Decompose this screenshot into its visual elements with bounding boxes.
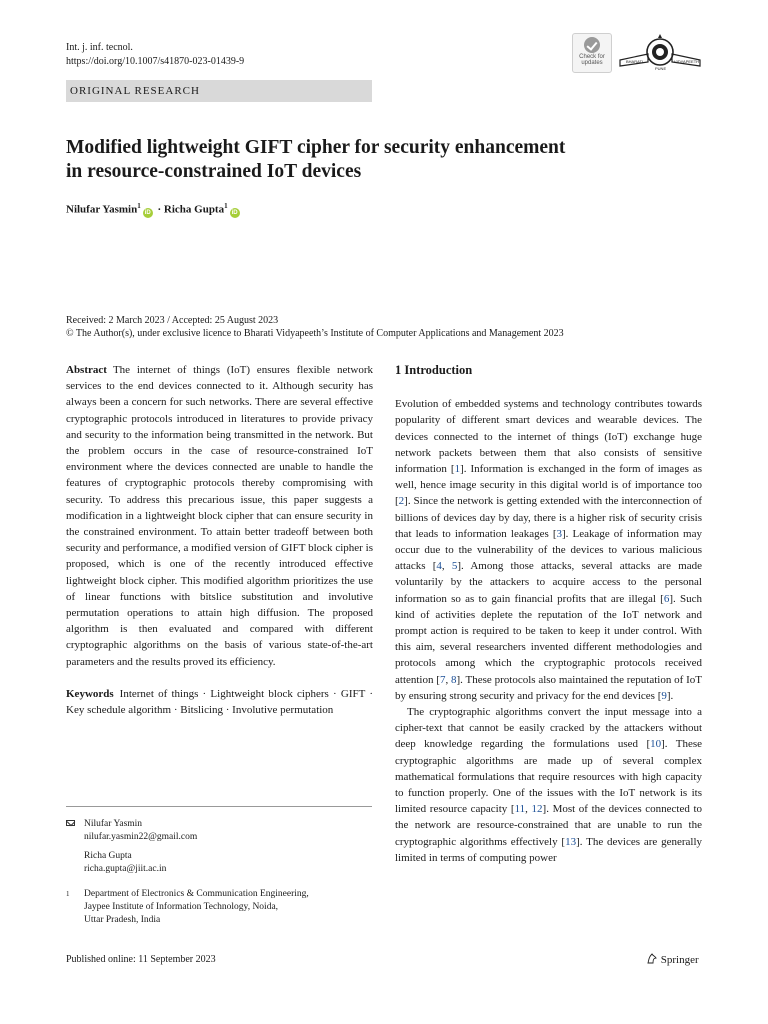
paper-title: Modified lightweight GIFT cipher for security enhancement in resource-constrained IoT devices — [66, 137, 566, 182]
citation-link[interactable]: 13 — [565, 835, 577, 848]
citation-link[interactable]: 10 — [650, 738, 662, 751]
published-date: Published online: 11 September 2023 — [66, 954, 216, 965]
citation-link[interactable]: 1 — [454, 463, 461, 476]
citation-link[interactable]: 11 — [514, 803, 526, 816]
seal-left-text: BHARATI — [626, 59, 644, 64]
citation-link[interactable]: 2 — [398, 495, 405, 508]
email-link[interactable]: nilufar.yasmin22@gmail.com — [84, 832, 198, 842]
citation-link[interactable]: 8 — [451, 673, 457, 686]
keywords-text: Internet of things · Lightweight block ciphers · GIFT · Key schedule algorithm · Bitslicing · Involutive permutation — [66, 687, 373, 717]
footnote-divider — [66, 806, 372, 807]
abstract-text: The internet of things (IoT) ensures flexible network services to the end devices connected to it. Although security has always been a concern for such networks. There are several effective cryptographic protocols introduced in literatures to provide privacy and security to the information being transmitted in the network. But the problem occurs in the case of resource-constrained IoT environment where the devices connected are unable to handle the features of cryptographic protocols thereby compromising with security. To address this precarious issue, this paper suggests a modification in a lightweight block cipher that can ensure security in the constrained environment. To attain better tradeoff between both security and performance, a modified version of GIFT block cipher is proposed, which is one of the recently introduced effective lightweight block cipher. This modified algorithm prioritizes the use of linear functions with bitslice substitution and involutive permutation operations to attain high diffusion. The proposed algorithm is then evaluated and compared with different cryptographic algorithms on the basis of various state-of-the-art parameters and the results proved its efficiency. — [66, 364, 373, 668]
section-heading: 1 Introduction — [395, 363, 473, 377]
publisher-seal-logo — [618, 32, 702, 72]
intro-paragraph: Evolution of embedded systems and technology contributes towards popularity of different smart devices and wearable devices. The devices connected to the internet of things (IoT) exchange huge network packets between them that also consists of sensitive information [1]. Information is exchanged in the form of images as well, hence image security in this digital world is of importance too [2]. Since the network is getting extended with the interconnection of billions of devices day by day, there is a higher risk of security crisis that leads to information leakages [3]. Leakage of information may occur due to the vulnerability of the devices to various malicious attacks [4, 5]. Among those attacks, several attacks are made voluntarily by the attackers to acquire access to the personal information so as to gain financial profits that are illegal [6]. Such kind of activities deplete the reputation of the IoT network and prompt action is required to be taken to keep it under control. With this aim, several researchers invented different methodologies and protocols among which the cryptographic protocols received attention [7, 8]. These protocols also maintained the reputation of IoT by ensuring strong security and privacy for the end devices [9]. — [395, 398, 703, 702]
envelope-icon — [66, 820, 75, 826]
keywords — [66, 686, 373, 718]
affiliation: 1 Department of Electronics & Communication Engineering, Jaypee Institute of Information Technology, Noida, Uttar Pradesh, India — [66, 889, 309, 925]
citation-link[interactable]: 9 — [661, 689, 667, 702]
right-column — [395, 362, 702, 866]
citation-link[interactable]: 5 — [451, 560, 458, 573]
orcid-icon[interactable]: iD — [231, 209, 238, 216]
citation-link[interactable]: 4 — [436, 560, 442, 573]
author-list: Nilufar Yasmin$^1$iD · Richa Gupta$^1$iD — [66, 202, 238, 216]
check-icon — [584, 37, 600, 53]
correspondence: Nilufar Yasmin nilufar.yasmin22@gmail.com Richa Gupta richa.gupta@jiit.ac.in — [66, 818, 372, 876]
doi-link[interactable]: https://doi.org/10.1007/s41870-023-01439-9 — [66, 56, 245, 67]
citation-link[interactable]: 6 — [663, 592, 670, 605]
email-link[interactable]: richa.gupta@jiit.ac.in — [84, 864, 167, 874]
publisher-logo: Springer — [646, 952, 699, 966]
citation-link[interactable]: 12 — [531, 803, 543, 816]
citation-link[interactable]: 3 — [556, 527, 562, 540]
springer-horse-icon — [646, 952, 658, 964]
article-history: Received: 2 March 2023 / Accepted: 25 August 2023 © The Author(s), under exclusive licence to Bharati Vidyapeeth’s Institute of Computer Applications and Management 2023 — [66, 315, 564, 339]
seal-right-text: VIDYAPEETH — [674, 59, 700, 64]
seal-bottom-text: PUNE — [655, 66, 667, 71]
author-name[interactable]: Richa Gupta — [163, 203, 225, 216]
author-name[interactable]: Nilufar Yasmin — [66, 203, 138, 216]
intro-paragraph: The cryptographic algorithms convert the input message into a cipher-text that cannot be easily cracked by the attackers without deep knowledge regarding the formulations used [10]. These cryptographic algorithms are made up of several complex mathematical formulations that require resources with high capacity to function properly. One of the issues with the IoT network is its limited resource capacity [11, 12]. Most of the devices connected to the network are resource-constrained that are unable to run the cryptographic algorithms effectively [13]. The devices are generally limited in terms of computing power — [395, 706, 702, 864]
left-column — [66, 362, 373, 718]
citation-link[interactable]: 7 — [439, 673, 446, 686]
check-for-updates-badge[interactable]: Check for updates — [572, 33, 612, 73]
journal-name: Int. j. inf. tecnol. — [66, 42, 133, 53]
keywords-label: Keywords — [66, 687, 114, 700]
article-meta — [66, 41, 244, 69]
orcid-icon[interactable]: iD — [144, 209, 151, 216]
abstract — [66, 362, 373, 670]
article-type-banner: ORIGINAL RESEARCH — [66, 80, 372, 102]
abstract-label: Abstract — [66, 364, 107, 376]
